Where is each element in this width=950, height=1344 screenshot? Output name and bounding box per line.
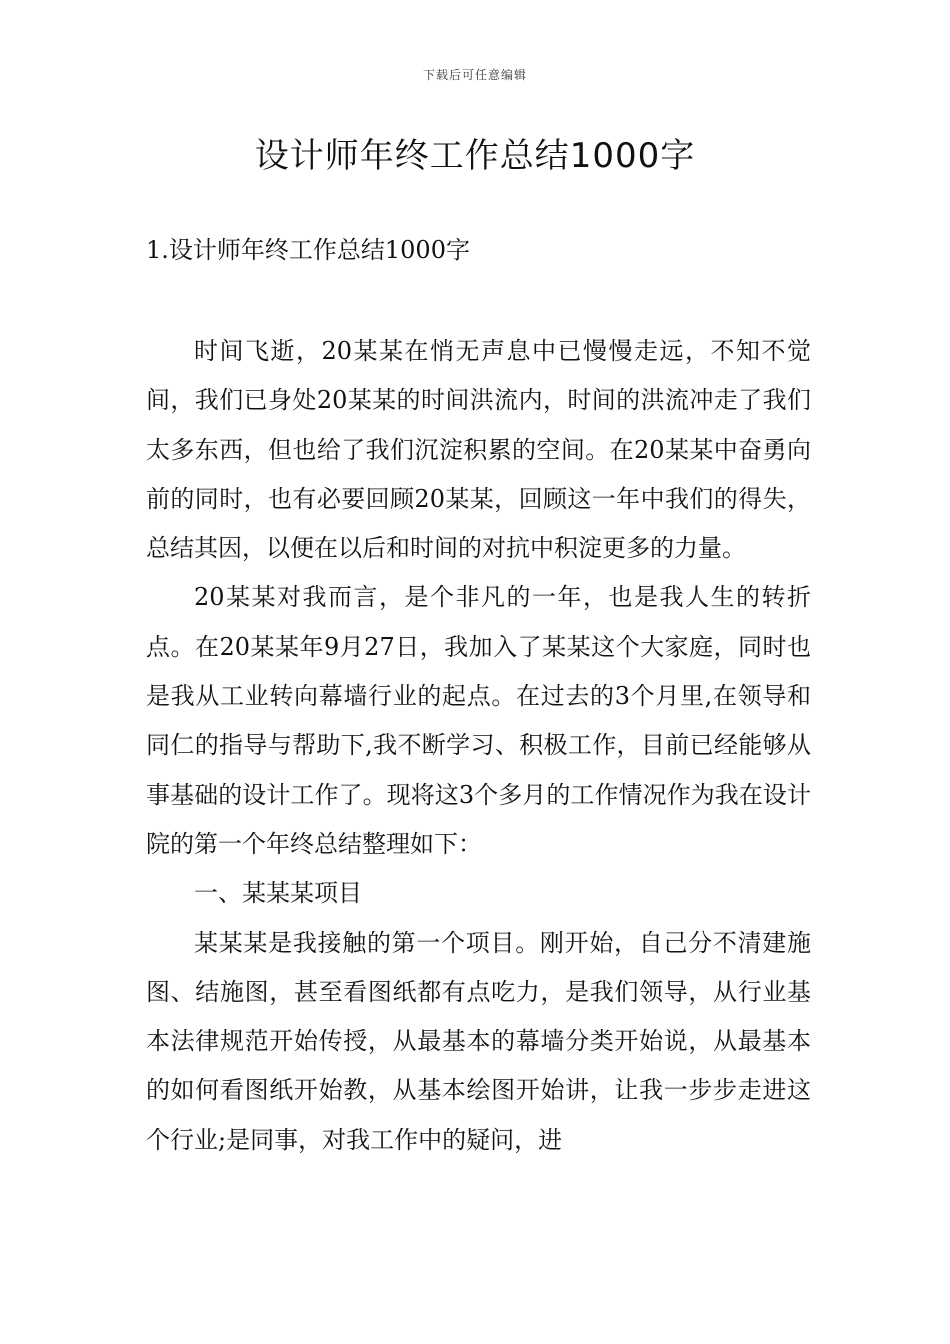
document-title: 设计师年终工作总结1000字 <box>254 136 696 176</box>
body-text <box>146 327 811 1165</box>
paragraph-2: 20某某对我而言，是个非凡的一年，也是我人生的转折点。在20某某年9月27日，我加入了某某这个大家庭，同时也是我从工业转向幕墙行业的起点。在过去的3个月里,在领导和同仁的指导与帮助下,我不断学习、积极工作，目前已经能够从事基础的设计工作了。现将这3个多月的工作情况作为我在设计院的第一个年终总结整理如下： <box>146 583 811 858</box>
section-heading: 1.设计师年终工作总结1000字 <box>146 236 470 264</box>
paragraph-3: 某某某是我接触的第一个项目。刚开始，自己分不清建施图、结施图，甚至看图纸都有点吃力，是我们领导，从行业基本法律规范开始传授，从最基本的幕墙分类开始说，从最基本的如何看图纸开始教，从基本绘图开始讲，让我一步步走进这个行业;是同事，对我工作中的疑问，进 <box>146 928 811 1154</box>
item-heading: 一、某某某项目 <box>194 879 362 908</box>
header-note: 下载后可任意编辑 <box>422 68 527 82</box>
paragraph-1: 时间飞逝，20某某在悄无声息中已慢慢走远，不知不觉间，我们已身处20某某的时间洪流内，时间的洪流冲走了我们太多东西，但也给了我们沉淀积累的空间。在20某某中奋勇向前的同时，也有必要回顾20某某，回顾这一年中我们的得失，总结其因，以便在以后和时间的对抗中积淀更多的力量。 <box>146 337 811 563</box>
